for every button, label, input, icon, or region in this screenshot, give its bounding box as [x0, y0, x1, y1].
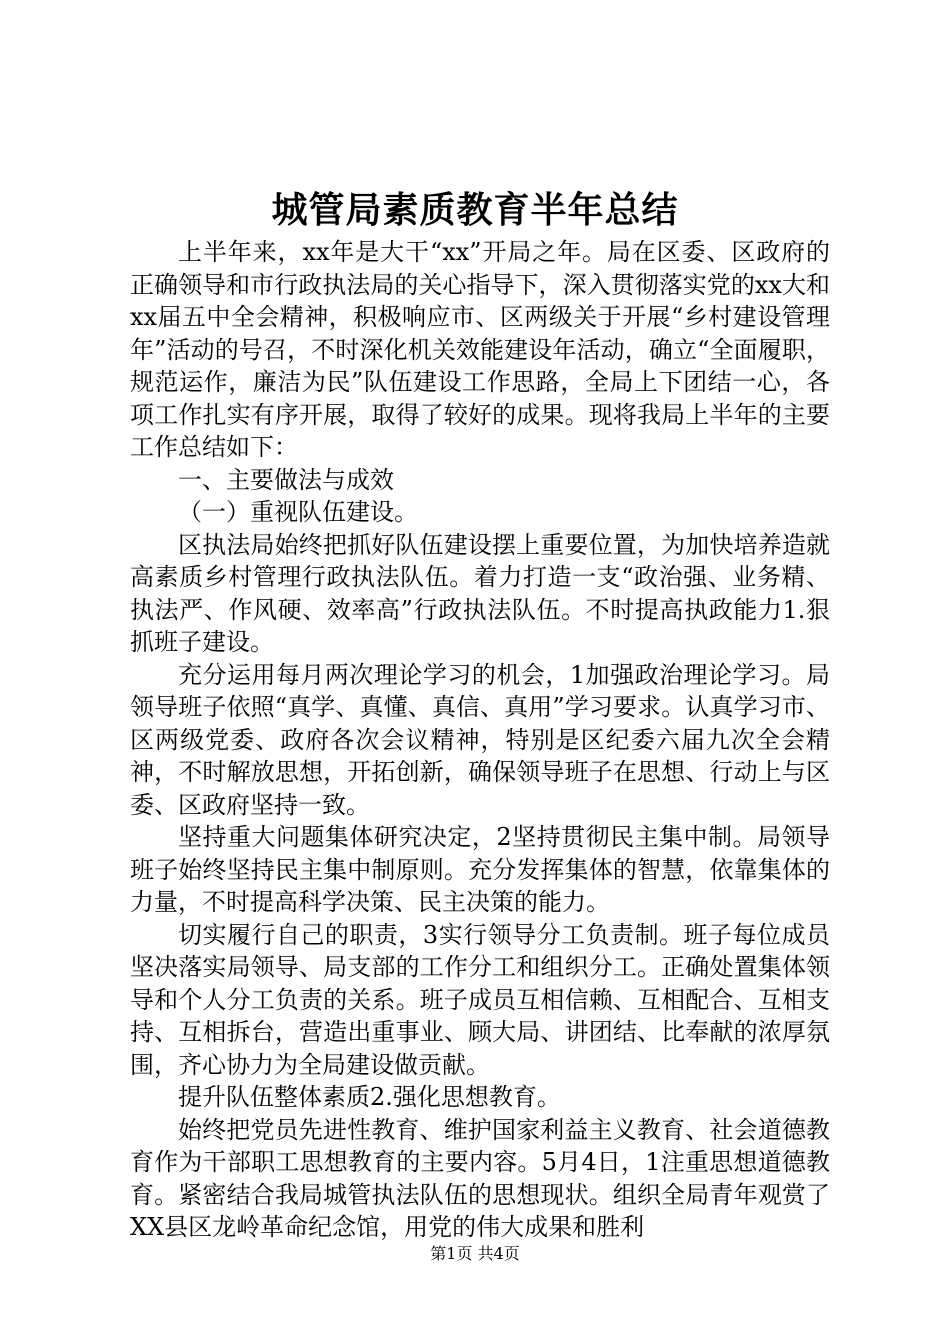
paragraph-division-of-responsibility: 切实履行自己的职责，3实行领导分工负责制。班子每位成员坚决落实局领导、局支部的工作分工和组织分工。正确处置集体领导和个人分工负责的关系。班子成员互相信赖、互相配合、互相支持、互相拆台，营造出重事业、顾大局、讲团结、比奉献的浓厚氛围，齐心协力为全局建设做贡献。 — [130, 920, 830, 1079]
subsection-heading-1: （一）重视队伍建设。 — [178, 498, 418, 526]
paragraph-political-study: 充分运用每月两次理论学习的机会，1加强政治理论学习。局领导班子依照“真学、真懂、真信、真用”学习要求。认真学习市、区两级党委、政府各次会议精神，特别是区纪委六届九次全会精神，不时解放思想，开拓创新，确保领导班子在思想、行动上与区委、区政府坚持一致。 — [130, 660, 830, 819]
page-number-footer: 第1页 共4页 — [430, 1244, 520, 1263]
document-body — [130, 236, 830, 1244]
paragraph-moral-education: 始终把党员先进性教育、维护国家利益主义教育、社会道德教育作为干部职工思想教育的主要内容。5月4日，1注重思想道德教育。紧密结合我局城管执法队伍的思想现状。组织全局青年观赏了XX县区龙岭革命纪念馆，用党的伟大成果和胜利 — [130, 1115, 830, 1241]
paragraph-intro: 上半年来，xx年是大干“xx”开局之年。局在区委、区政府的正确领导和市行政执法局的关心指导下，深入贯彻落实党的xx大和xx届五中全会精神，积极响应市、区两级关于开展“乡村建设管理年”活动的号召，不时深化机关效能建设年活动，确立“全面履职，规范运作，廉洁为民”队伍建设工作思路，全局上下团结一心，各项工作扎实有序开展，取得了较好的成果。现将我局上半年的主要工作总结如下： — [130, 238, 830, 461]
paragraph-team-building: 区执法局始终把抓好队伍建设摆上重要位置，为加快培养造就高素质乡村管理行政执法队伍。着力打造一支“政治强、业务精、执法严、作风硬、效率高”行政执法队伍。不时提高执政能力1.狠抓班子建设。 — [130, 530, 830, 656]
paragraph-democratic-centralism: 坚持重大问题集体研究决定，2坚持贯彻民主集中制。局领导班子始终坚持民主集中制原则。充分发挥集体的智慧，依靠集体的力量，不时提高科学决策、民主决策的能力。 — [130, 823, 830, 916]
paragraph-ideological-education-heading: 提升队伍整体素质2.强化思想教育。 — [178, 1083, 561, 1111]
document-title: 城管局素质教育半年总结 — [271, 189, 679, 231]
section-heading-1: 一、主要做法与成效 — [178, 465, 394, 494]
